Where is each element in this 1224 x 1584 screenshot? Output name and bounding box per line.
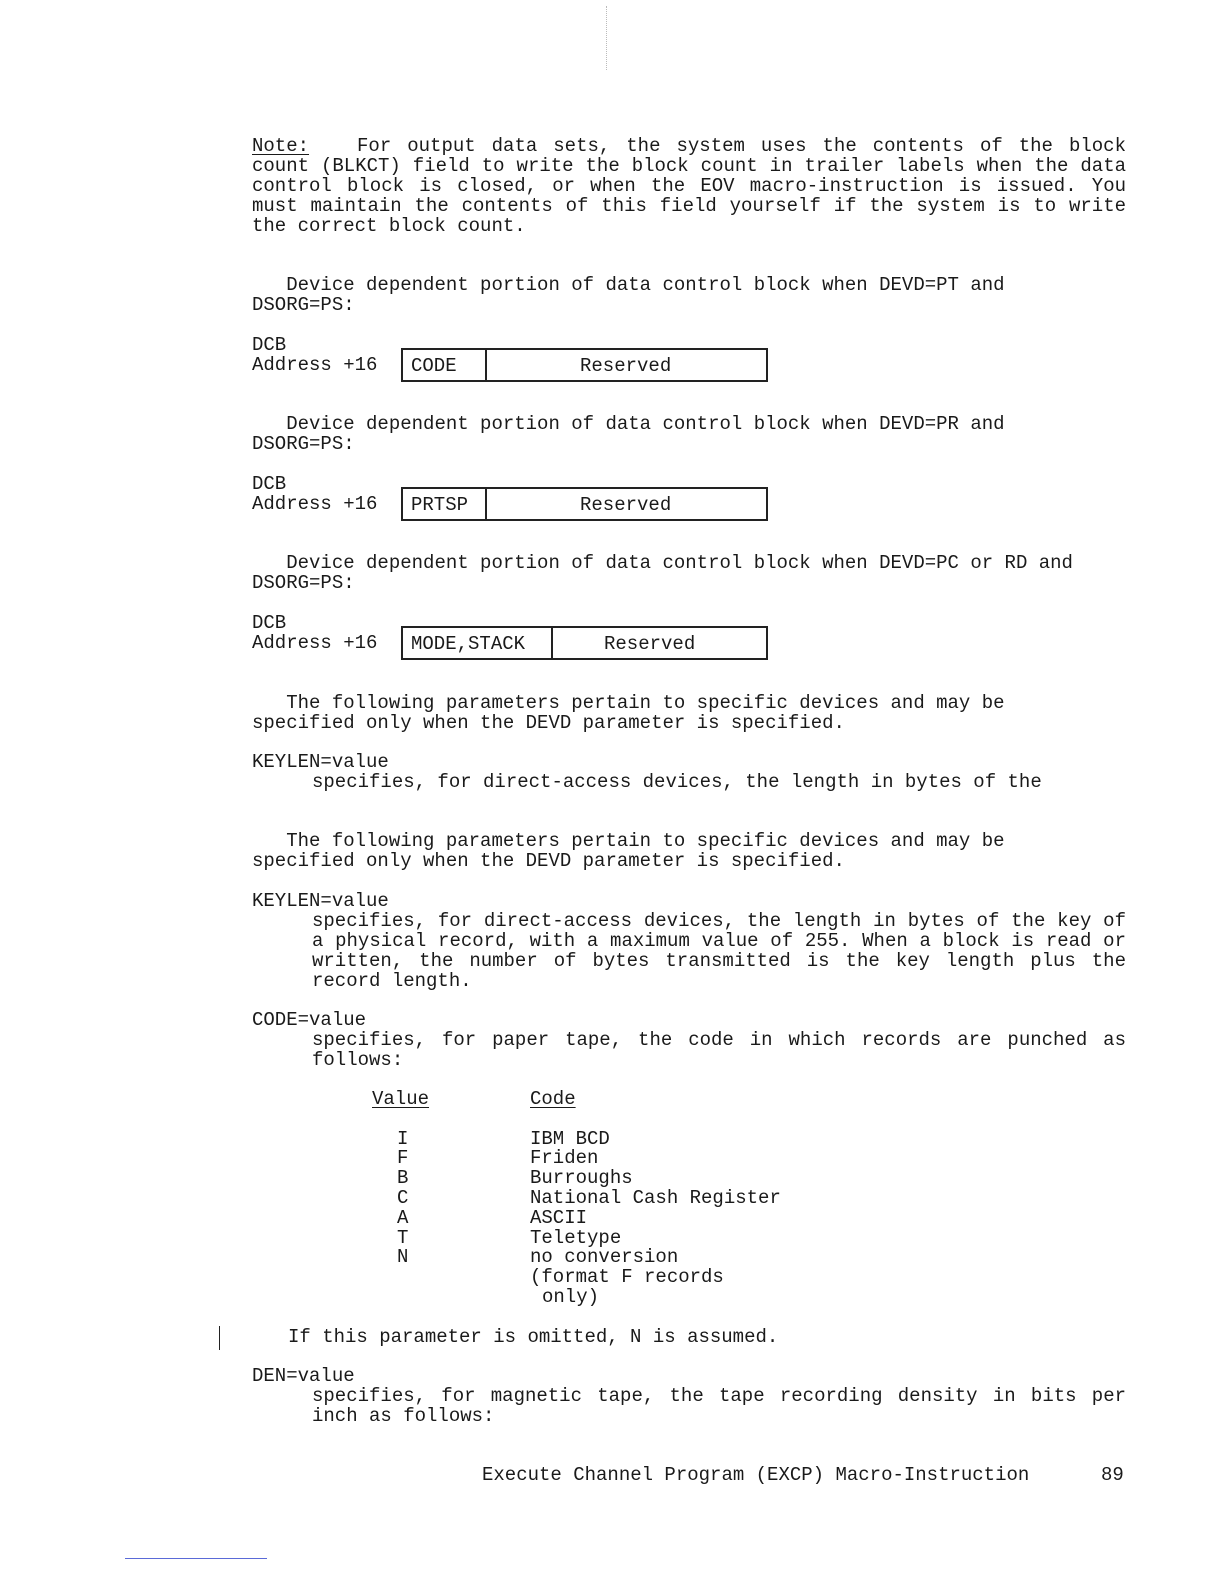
section-pr-dcb-diagram [401, 487, 768, 521]
den-param-name: DEN=value [252, 1365, 355, 1387]
keylen-1-text: specifies, for direct-access devices, the length in bytes of the [312, 771, 1042, 793]
table-row-code: National Cash Register [530, 1187, 781, 1209]
table-header-value: Value [372, 1088, 430, 1110]
table-row-code: no conversion [530, 1246, 679, 1268]
table-row-code: Burroughs [530, 1167, 633, 1189]
following-params-2-line2: specified only when the DEVD parameter is specified. [252, 850, 845, 872]
section-pt-address-label: Address +16 [252, 354, 378, 376]
table-row-code: IBM BCD [530, 1128, 610, 1150]
table-row-value: B [397, 1167, 409, 1189]
table-row-note-line2: only) [542, 1286, 600, 1308]
footer-title: Execute Channel Program (EXCP) Macro-Instruction [482, 1464, 1030, 1486]
pt-code-field: CODE [411, 355, 457, 377]
section-pt-dcb-diagram [401, 348, 768, 382]
section-pc-dcb-diagram [401, 626, 768, 660]
note-label: Note: [252, 135, 310, 157]
table-row-value: T [397, 1227, 409, 1249]
section-pc-dcb-label: DCB [252, 612, 287, 634]
table-row-code: Friden [530, 1147, 599, 1169]
table-row-value: F [397, 1147, 409, 1169]
code-param-name: CODE=value [252, 1009, 367, 1031]
section-pr-dcb-label: DCB [252, 473, 287, 495]
note-text: For output data sets, the system uses the contents of the block count (BLKCT) field to write the block count in trailer labels when the data control block is closed, or when the EOV macro-instruction is issued. You must maintain the contents of this field yourself if the system is to write the correct block count. [252, 135, 1126, 237]
den-param-description: specifies, for magnetic tape, the tape recording density in bits per inch as follows: [312, 1385, 1126, 1427]
pc-mode-stack-field: MODE,STACK [411, 633, 526, 655]
field-divider [485, 350, 487, 380]
following-params-1-line2: specified only when the DEVD parameter is specified. [252, 712, 845, 734]
section-pc-dsorg: DSORG=PS: [252, 572, 355, 594]
code-param-description: specifies, for paper tape, the code in which records are punched as follows: [312, 1029, 1126, 1071]
keylen-2-name: KEYLEN=value [252, 890, 389, 912]
table-row-code: ASCII [530, 1207, 588, 1229]
pr-prtsp-field: PRTSP [411, 494, 469, 516]
revision-bar [219, 1326, 220, 1350]
keylen-1-name: KEYLEN=value [252, 751, 389, 773]
keylen-2-description: specifies, for direct-access devices, the length in bytes of the key of a physical record, with a maximum value of 255. When a block is read or written, the number of bytes transmitted is the key length plus the record length. [312, 910, 1126, 992]
section-pc-address-label: Address +16 [252, 632, 378, 654]
note-paragraph [252, 136, 1126, 236]
section-pt-dsorg: DSORG=PS: [252, 294, 355, 316]
section-pr-intro: Device dependent portion of data control block when DEVD=PR and [286, 413, 1005, 435]
following-params-2: The following parameters pertain to specific devices and may be [286, 830, 1005, 852]
table-row-code: Teletype [530, 1227, 622, 1249]
pr-reserved-field: Reserved [580, 494, 672, 516]
scan-mark [606, 6, 608, 70]
table-row-value: N [397, 1246, 409, 1268]
page-number: 89 [1101, 1464, 1124, 1486]
table-row-value: I [397, 1128, 409, 1150]
pc-reserved-field: Reserved [604, 633, 696, 655]
section-pc-intro: Device dependent portion of data control block when DEVD=PC or RD and [286, 552, 1073, 574]
field-divider [485, 489, 487, 519]
pt-reserved-field: Reserved [580, 355, 672, 377]
section-pt-dcb-label: DCB [252, 334, 287, 356]
table-row-note-line1: (format F records [530, 1266, 724, 1288]
omitted-note: If this parameter is omitted, N is assumed. [288, 1326, 779, 1348]
following-params-1: The following parameters pertain to specific devices and may be [286, 692, 1005, 714]
table-header-code: Code [530, 1088, 576, 1110]
section-pr-address-label: Address +16 [252, 493, 378, 515]
section-pt-intro: Device dependent portion of data control block when DEVD=PT and [286, 274, 1005, 296]
section-pr-dsorg: DSORG=PS: [252, 433, 355, 455]
field-divider [551, 628, 553, 658]
footer-rule [125, 1558, 267, 1559]
table-row-value: A [397, 1207, 409, 1229]
table-row-value: C [397, 1187, 409, 1209]
